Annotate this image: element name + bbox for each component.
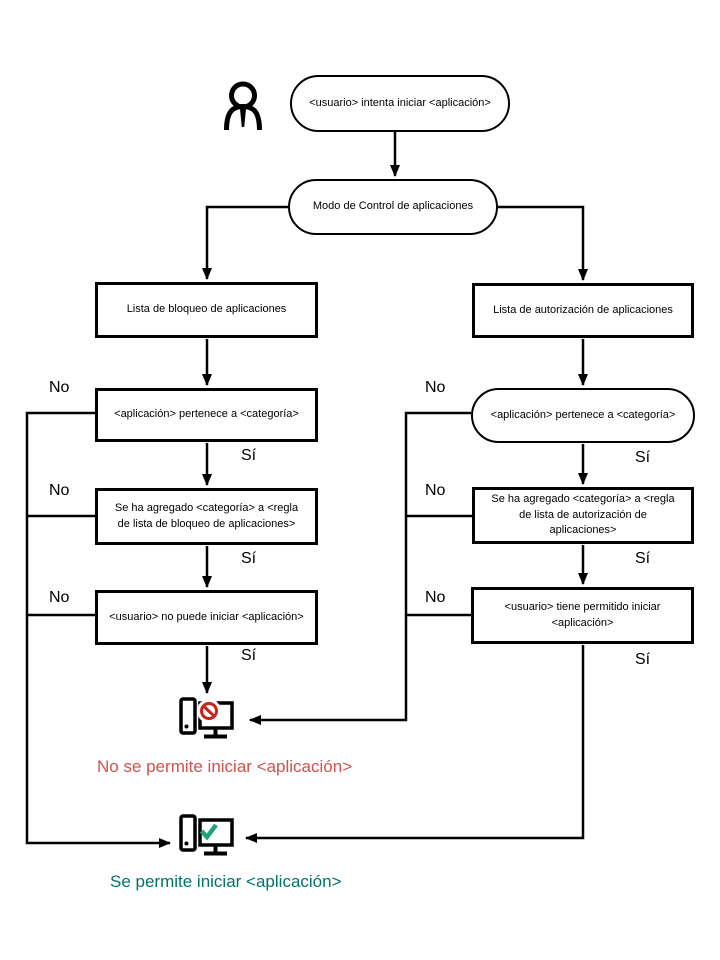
label-no: No [49,589,70,606]
label-yes: Sí [241,447,257,464]
node-left-rule-decision: Se ha agregado <categoría> a <regla de lista de bloqueo de aplicaciones> [95,488,318,545]
node-right-category-decision: <aplicación> pertenece a <categoría> [471,388,695,443]
label-yes: Sí [241,647,257,664]
node-control-mode: Modo de Control de aplicaciones [288,179,498,235]
label-yes: Sí [635,550,651,567]
node-right-outcome: <usuario> tiene permitido iniciar <aplicación> [471,587,694,644]
node-allowlist: Lista de autorización de aplicaciones [472,283,694,338]
label-no: No [425,379,446,396]
label-no: No [425,589,446,606]
person-icon [227,84,260,130]
label-yes: Sí [635,651,651,668]
node-start: <usuario> intenta iniciar <aplicación> [290,75,510,132]
no-bus-right [250,413,471,720]
node-right-rule-decision: Se ha agregado <categoría> a <regla de lista de autorización de aplicaciones> [472,487,694,544]
blocked-computer-icon [181,699,232,737]
arrow-mode-to-blocklist [207,207,288,279]
denied-result-text: No se permite iniciar <aplicación> [97,757,353,776]
label-yes: Sí [635,449,651,466]
arrow-mode-to-allowlist [498,207,583,280]
label-no: No [49,482,70,499]
allowed-computer-icon [181,816,232,854]
label-no: No [49,379,70,396]
node-left-category-decision: <aplicación> pertenece a <categoría> [95,388,318,442]
node-blocklist: Lista de bloqueo de aplicaciones [95,282,318,338]
node-left-outcome: <usuario> no puede iniciar <aplicación> [95,590,318,645]
label-no: No [425,482,446,499]
arrow-r-outcome-to-allowed [246,645,583,838]
allowed-result-text: Se permite iniciar <aplicación> [110,872,342,891]
label-yes: Sí [241,550,257,567]
